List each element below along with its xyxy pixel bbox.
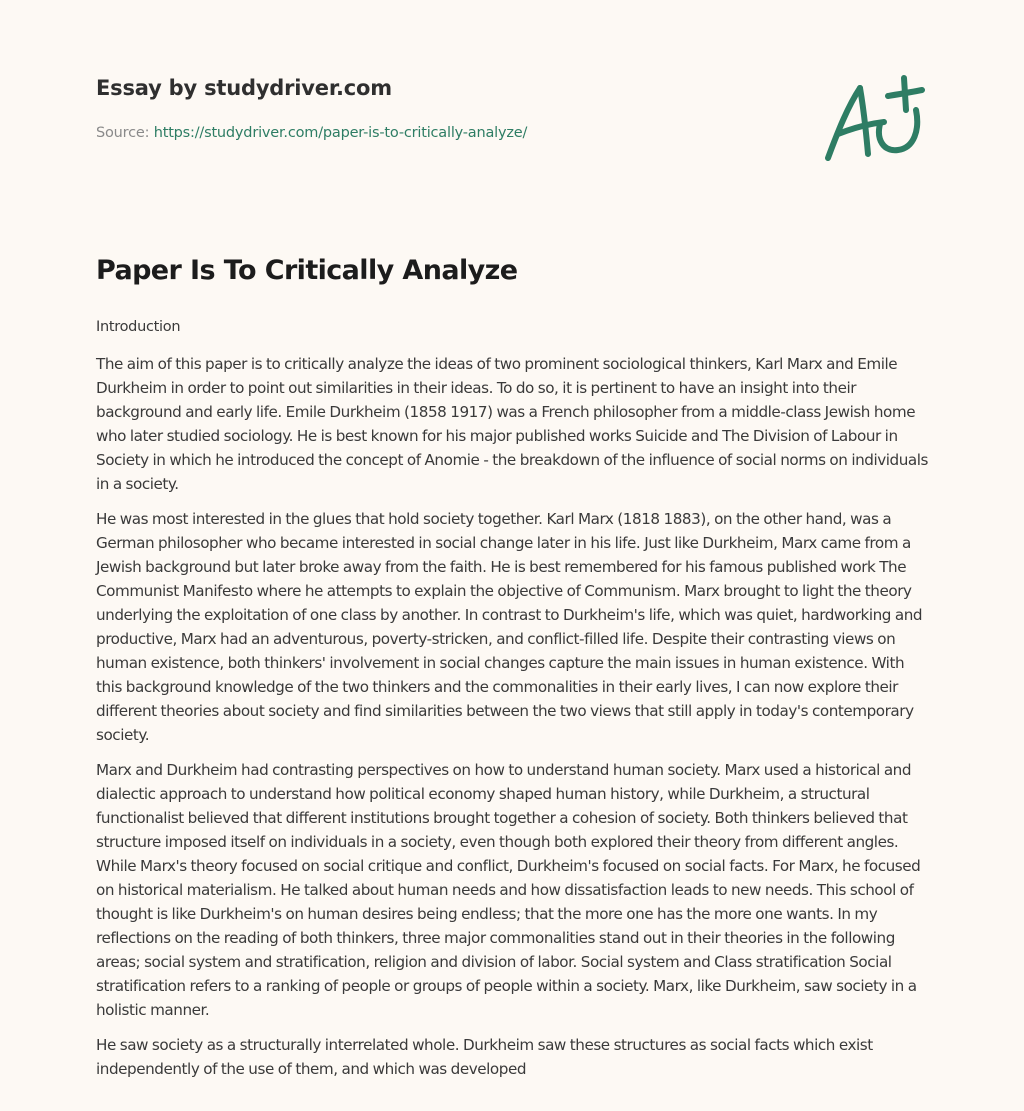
source-label: Source:: [96, 125, 150, 141]
paragraph: The aim of this paper is to critically analyze the ideas of two prominent sociological thinkers, Karl Marx and Emile Durkheim in order to point out similarities in their ideas. To do so, it is pertinent to have an insight into their background and early life. Emile Durkheim (1858 1917) was a French philosopher from a middle-class Jewish home who later studied sociology. He is best known for his major published works Suicide and The Division of Labour in Society in which he introduced the concept of Anomie - the breakdown of the influence of social norms on individuals in a society.: [96, 355, 928, 493]
essay-body: [96, 316, 932, 1092]
section-heading-introduction: Introduction: [96, 319, 181, 335]
a-plus-grade-icon: [818, 66, 928, 166]
paragraph: He was most interested in the glues that hold society together. Karl Marx (1818 1883), on the other hand, was a German philosopher who became interested in social change later in his life. Just like Durkheim, Marx came from a Jewish background but later broke away from the faith. He is best remembered for his famous published work The Communist Manifesto where he attempts to explain the objective of Communism. Marx brought to light the theory underlying the exploitation of one class by another. In contrast to Durkheim's life, which was quiet, hardworking and productive, Marx had an adventurous, poverty-stricken, and conflict-filled life. Despite their contrasting views on human existence, both thinkers' involvement in social changes capture the main issues in human existence. With this background knowledge of the two thinkers and the commonalities in their early lives, I can now explore their different theories about society and find similarities between the two views that still apply in today's contemporary society.: [96, 510, 923, 744]
page-title: Paper Is To Critically Analyze: [96, 255, 518, 286]
source-line: [96, 125, 796, 141]
source-link[interactable]: https://studydriver.com/paper-is-to-critically-analyze/: [153, 125, 528, 141]
paragraph: Marx and Durkheim had contrasting perspectives on how to understand human society. Marx used a historical and dialectic approach to understand how political economy shaped human history, while Durkheim, a structural functionalist believed that different institutions brought together a cohesion of society. Both thinkers believed that structure imposed itself on individuals in a society, even though both explored their theory from different angles. While Marx's theory focused on social critique and conflict, Durkheim's focused on social facts. For Marx, he focused on historical materialism. He talked about human needs and how dissatisfaction leads to new needs. This school of thought is like Durkheim's on human desires being endless; that the more one has the more one wants. In my reflections on the reading of both thinkers, three major commonalities stand out in their theories in the following areas; social system and stratification, religion and division of labor. Social system and Class stratification Social stratification refers to a ranking of people or groups of people within a society. Marx, like Durkheim, saw society in a holistic manner.: [96, 761, 921, 1019]
paragraph: He saw society as a structurally interrelated whole. Durkheim saw these structures as social facts which exist independently of the use of them, and which was developed: [96, 1036, 873, 1078]
site-title: Essay by studydriver.com: [96, 76, 392, 100]
essay-header: [96, 76, 796, 141]
